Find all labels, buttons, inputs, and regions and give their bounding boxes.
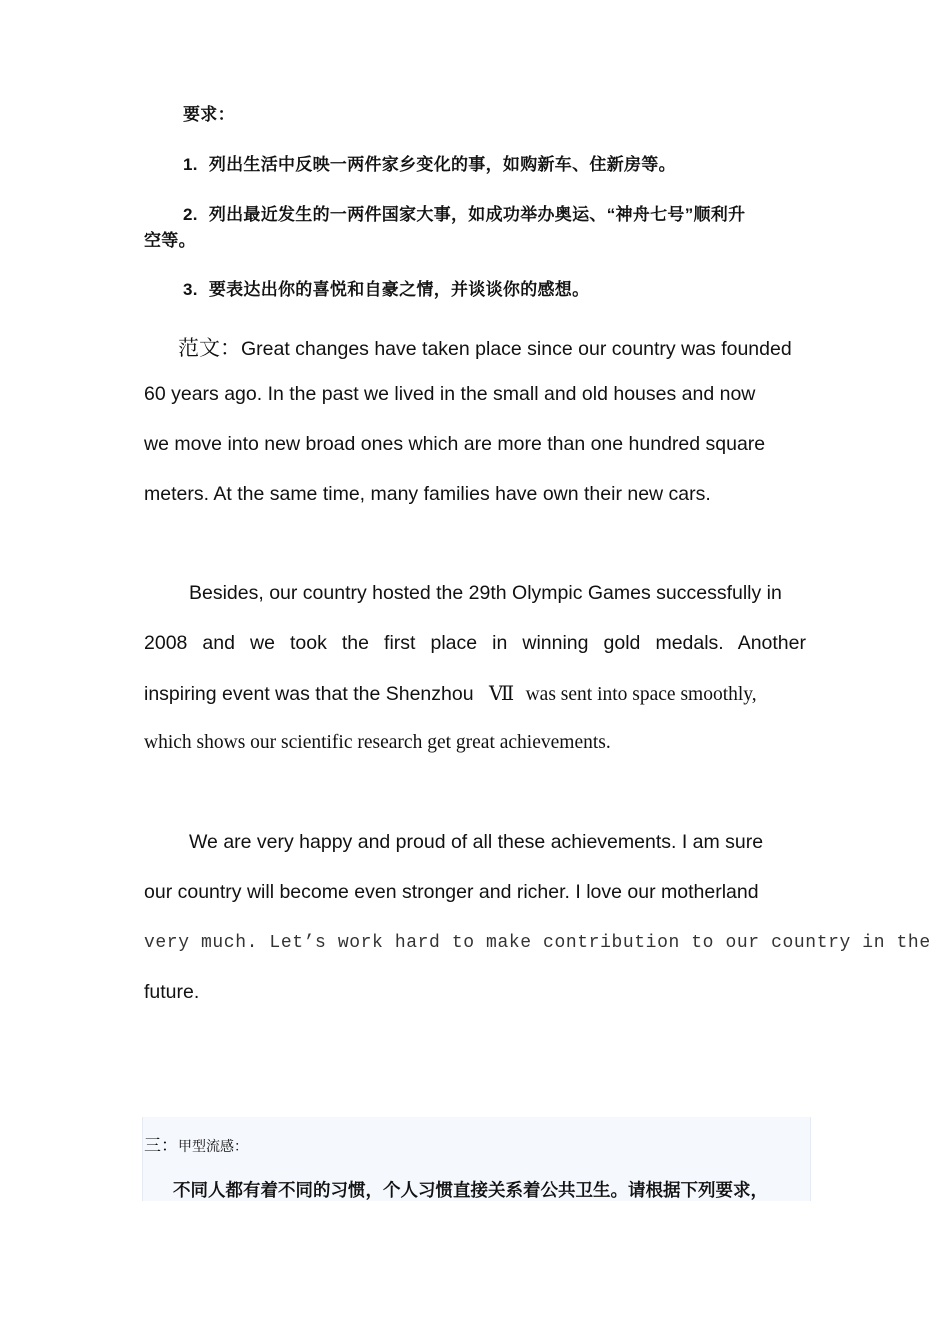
requirement-item-1 xyxy=(183,150,676,175)
requirement-number: 3. xyxy=(183,280,198,299)
requirement-text: 要表达出你的喜悦和自豪之情，并谈谈你的感想。 xyxy=(208,280,590,299)
essay-paragraph-3-line-3: very much. Let’s work hard to make contribution to our country in the xyxy=(144,933,931,953)
section-3-heading xyxy=(144,1131,248,1156)
essay-paragraph-3-line-2: our country will become even stronger and richer. I love our motherland xyxy=(144,881,759,903)
essay-label: 范文： xyxy=(178,336,241,360)
essay-paragraph-1-line-3: we move into new broad ones which are more than one hundred square xyxy=(144,433,766,455)
requirement-item-2-continuation: 空等。 xyxy=(144,231,196,250)
requirement-text: 列出生活中反映一两件家乡变化的事，如购新车、住新房等。 xyxy=(208,155,676,174)
essay-paragraph-3-line-1: We are very happy and proud of all these achievements. I am sure xyxy=(189,831,764,853)
section-number: 三： xyxy=(144,1136,178,1155)
section-3-text: 不同人都有着不同的习惯，个人习惯直接关系着公共卫生。请根据下列要求， xyxy=(173,1180,768,1200)
essay-paragraph-2-line-1: Besides, our country hosted the 29th Olympic Games successfully in xyxy=(189,582,782,604)
essay-paragraph-1-line-2: 60 years ago. In the past we lived in the small and old houses and now xyxy=(144,383,756,405)
requirement-item-3 xyxy=(183,275,589,300)
section-title: 甲型流感： xyxy=(178,1138,248,1154)
essay-paragraph-2-line-2: 2008 and we took the first place in winning gold medals. Another xyxy=(144,632,806,654)
essay-paragraph-1-line-1 xyxy=(178,332,792,362)
essay-paragraph-2-line-3 xyxy=(144,682,757,706)
requirements-heading: 要求： xyxy=(183,105,235,124)
essay-paragraph-1-line-4: meters. At the same time, many families have own their new cars. xyxy=(144,483,711,505)
roman-numeral-seven: Ⅶ xyxy=(488,684,515,705)
essay-text: was sent into space smoothly, xyxy=(525,684,757,705)
requirement-item-2 xyxy=(183,200,745,225)
essay-text: inspiring event was that the Shenzhou xyxy=(144,683,474,705)
essay-text: Great changes have taken place since our country was founded xyxy=(241,338,792,360)
essay-paragraph-3-line-4: future. xyxy=(144,981,200,1003)
requirement-number: 1. xyxy=(183,155,198,174)
requirement-number: 2. xyxy=(183,205,198,224)
requirement-text: 列出最近发生的一两件国家大事，如成功举办奥运、“神舟七号”顺利升 xyxy=(208,205,746,224)
essay-paragraph-2-line-4: which shows our scientific research get great achievements. xyxy=(144,732,611,753)
